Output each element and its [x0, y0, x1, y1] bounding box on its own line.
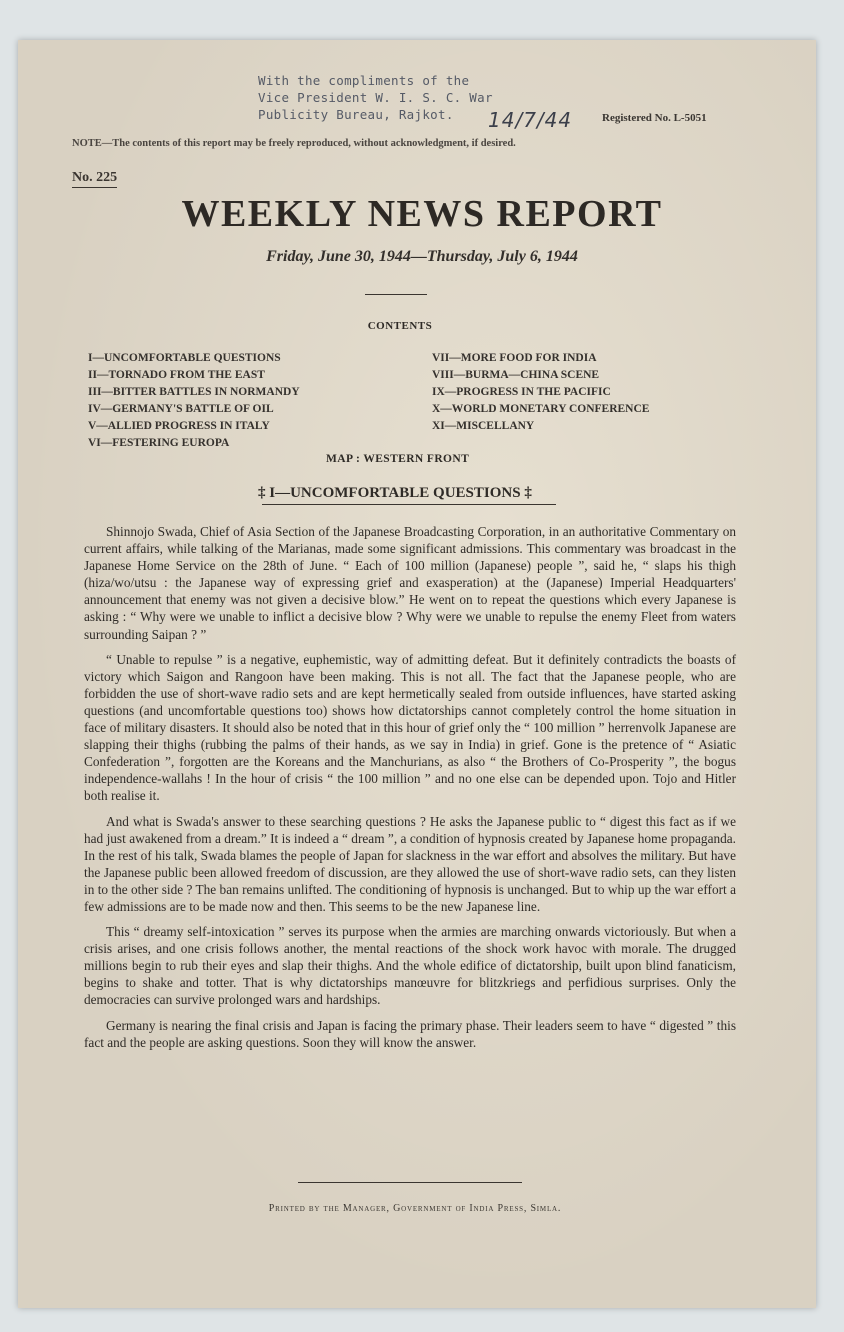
printer-imprint: Printed by the Manager, Government of India Press, Simla.: [268, 1203, 562, 1214]
handwritten-date: 14/7/44: [488, 108, 573, 132]
page-title: WEEKLY NEWS REPORT: [181, 193, 663, 235]
contents-item: X—WORLD MONETARY CONFERENCE: [432, 403, 650, 415]
contents-item: VI—FESTERING EUROPA: [88, 437, 230, 449]
contents-list-left: [88, 350, 300, 452]
section-heading: ‡ I—UNCOMFORTABLE QUESTIONS ‡: [258, 485, 532, 501]
contents-item: VII—MORE FOOD FOR INDIA: [432, 352, 597, 364]
contents-item: XI—MISCELLANY: [432, 420, 535, 432]
footer-divider: [298, 1182, 522, 1183]
paragraph: This “ dreamy self-intoxication ” serves its purpose when the armies are marching onwards victoriously. But when a crisis arises, and one crisis follows another, the mental reactions of the shock work havoc with morale. The drugged millions begin to rub their eyes and slap their thighs. And the whole edifice of dictatorship, built upon blind fanaticism, begins to shake and totter. That is why dictatorships manœuvre for blitzkriegs and perfidious surprises. Only the democracies can survive prolonged wars and hardships.: [84, 924, 736, 1008]
contents-item: IX—PROGRESS IN THE PACIFIC: [432, 386, 611, 398]
paragraph: Germany is nearing the final crisis and Japan is facing the primary phase. Their leaders seem to have “ digested ” this fact and the people are asking questions. Soon they will know the answer.: [84, 1017, 736, 1050]
contents-item: IV—GERMANY'S BATTLE OF OIL: [88, 403, 274, 415]
paragraph: “ Unable to repulse ” is a negative, euphemistic, way of admitting defeat. But it definitely contradicts the boasts of victory which Saigon and Rangoon have been making. This is not all. The fact that the Japanese people, who are forbidden the use of short-wave radio sets and are kept hermetically sealed from outside influences, have started asking questions (and uncomfortable questions too) shows how dictatorships cannot completely control the home situation in face of military disasters. It should also be noted that in this hour of grief only the “ 100 million ” herrenvolk Japanese are slapping their thighs (rubbing the palms of their hands, as we say in India) in grief. Gone is the pretence of “ Asiatic Confederation ”, forgotten are the Koreans and the Manchurians, as also “ the Brothers of Co-Prosperity ”, the bogus independence-wallahs ! In the hour of crisis “ the 100 million ” and no one else can be depended upon. Tojo and Hitler both realise it.: [84, 651, 736, 804]
section-underline: [262, 504, 556, 505]
stamp-line-2: Vice President W. I. S. C. War: [258, 90, 493, 105]
compliments-stamp: [258, 72, 518, 123]
registered-number: Registered No. L-5051: [602, 112, 707, 124]
stamp-line-3: Publicity Bureau, Rajkot.: [258, 107, 454, 122]
contents-list-right: [432, 350, 649, 435]
article-body: [84, 523, 736, 1059]
contents-item: II—TORNADO FROM THE EAST: [88, 369, 265, 381]
paragraph: Shinnojo Swada, Chief of Asia Section of the Japanese Broadcasting Corporation, in an authoritative Commentary on current affairs, while talking of the Marianas, made some significant admissions. This commentary was broadcast in the Japanese Home Service on the 28th of June. “ Each of 100 million (Japanese) people ”, said he, “ slaps his thigh (hiza/wo/utsu : the Japanese way of expressing grief and exasperation) at the (Japanese) Imperial Headquarters' announcement that enemy was not given a decisive blow.” He went on to repeat the questions which every Japanese is asking : “ Why were we unable to inflict a decisive blow ? Why were we unable to repulse the enemy Fleet from waters surrounding Saipan ? ”: [84, 524, 736, 642]
contents-heading: CONTENTS: [367, 320, 433, 332]
map-label: MAP : WESTERN FRONT: [326, 453, 470, 465]
contents-item: VIII—BURMA—CHINA SCENE: [432, 369, 600, 381]
divider: [365, 294, 427, 295]
stamp-line-1: With the compliments of the: [258, 73, 470, 88]
contents-item: III—BITTER BATTLES IN NORMANDY: [88, 386, 300, 398]
date-range: Friday, June 30, 1944—Thursday, July 6, 1944: [266, 248, 578, 265]
contents-item: V—ALLIED PROGRESS IN ITALY: [88, 420, 270, 432]
reproduction-note: NOTE—The contents of this report may be freely reproduced, without acknowledgment, if desired.: [72, 138, 516, 149]
paragraph: And what is Swada's answer to these searching questions ? He asks the Japanese public to “ digest this fact as if we had just awakened from a dream.” It is indeed a “ dream ”, a condition of hypnosis created by Japanese home propaganda. In the rest of his talk, Swada blames the people of Japan for slackness in the war effort and absolves the military. But have the Japanese public been allowed freedom of discussion, are they allowed the use of short-wave radio sets, can they listen in to the other side ? The ban remains unlifted. The conditioning of hypnosis is unchanged. But to whip up the war effort a few admissions are to be made now and then. This seems to be the new Japanese line.: [84, 813, 736, 914]
issue-number: No. 225: [72, 170, 117, 188]
contents-item: I—UNCOMFORTABLE QUESTIONS: [88, 352, 281, 364]
